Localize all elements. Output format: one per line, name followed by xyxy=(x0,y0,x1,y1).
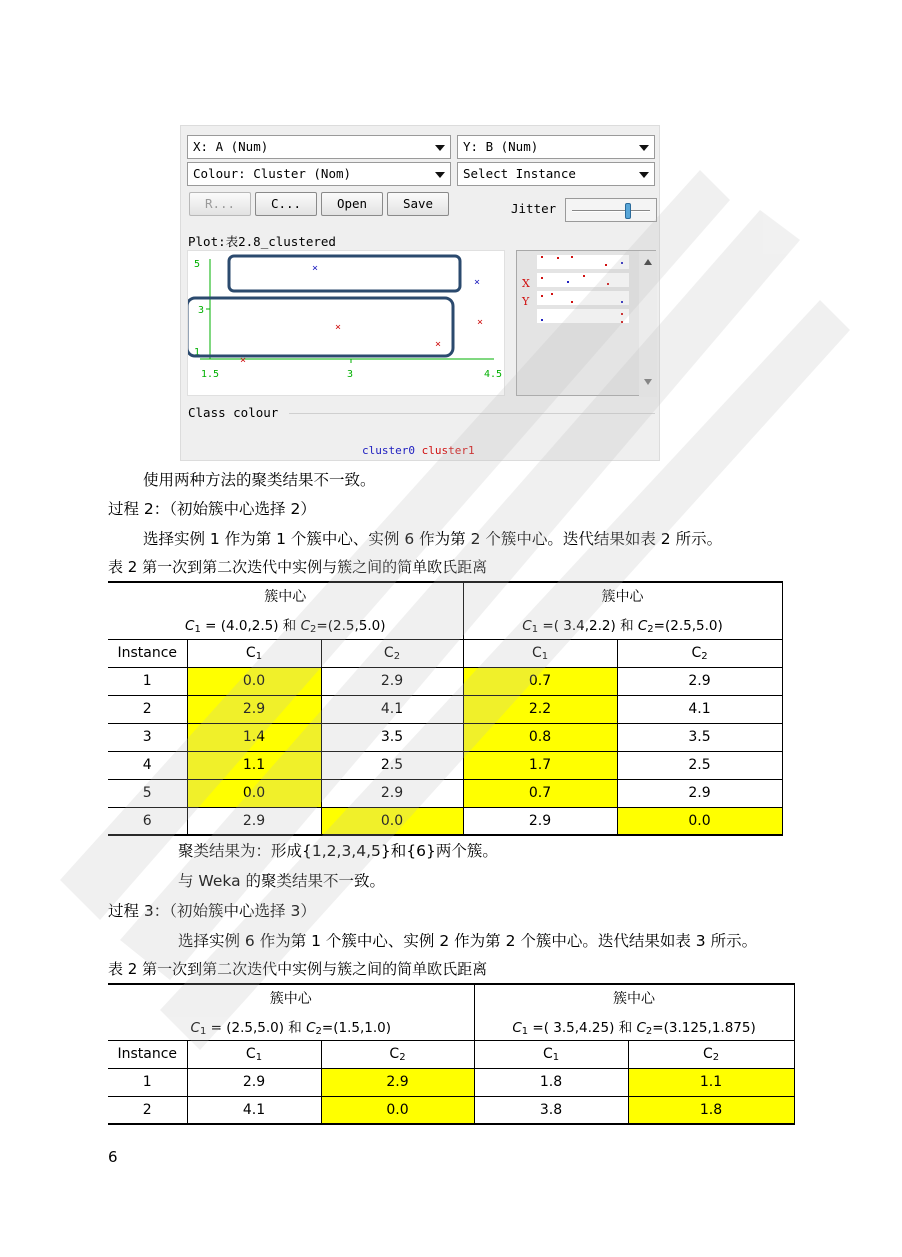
colour-select-value: Colour: Cluster (Nom) xyxy=(193,166,352,181)
paragraph: 选择实例 6 作为第 1 个簇中心、实例 2 作为第 2 个簇中心。迭代结果如表 3 所示。 xyxy=(178,932,758,950)
clear-button[interactable]: C... xyxy=(255,192,317,216)
table-row xyxy=(108,779,782,807)
distance-cell: 2.2 xyxy=(463,695,617,723)
distance-cell: 0.0 xyxy=(321,807,463,835)
distance-cell: 0.7 xyxy=(463,779,617,807)
cluster1-point[interactable]: × xyxy=(435,339,442,350)
c1-header: $C_1$ xyxy=(463,639,617,667)
attribute-dot xyxy=(583,275,585,277)
distance-cell: 2.5 xyxy=(321,751,463,779)
cluster-center-values: $C_1$ =( 3.5,4.25) 和 $C_2=(3.125,1.875)$ xyxy=(512,1019,756,1037)
cluster-center-label: 簇中心 xyxy=(613,990,656,1007)
cluster1-point[interactable]: × xyxy=(335,322,342,333)
chevron-down-icon xyxy=(435,172,445,178)
distance-cell: 4.1 xyxy=(617,695,782,723)
page-number: 6 xyxy=(108,1148,118,1166)
and-label: 和 xyxy=(282,618,297,635)
c1-header: $C_1$ xyxy=(187,1040,321,1068)
distance-cell: 0.0 xyxy=(321,1096,474,1124)
colour-select[interactable] xyxy=(187,162,451,186)
distance-table-2 xyxy=(108,983,795,1125)
cluster1-point[interactable]: × xyxy=(240,355,247,366)
distance-cell: 1.8 xyxy=(628,1096,794,1124)
table-row xyxy=(108,695,782,723)
distance-cell: 4.1 xyxy=(187,1096,321,1124)
c2-header: $C_2$ xyxy=(628,1040,794,1068)
distance-cell: 0.0 xyxy=(617,807,782,835)
paragraph: 聚类结果为：形成{1,2,3,4,5}和{6}两个簇。 xyxy=(178,842,498,860)
open-button[interactable]: Open xyxy=(321,192,383,216)
instance-cell: 5 xyxy=(108,779,187,807)
x-tick-label: 4.5 xyxy=(484,369,503,380)
cluster-center-header xyxy=(474,984,794,1040)
attribute-dot xyxy=(541,295,543,297)
c1-value: =( 3.5,4.25) xyxy=(532,1019,615,1036)
cluster-center-header xyxy=(108,984,474,1040)
cluster-center-header xyxy=(463,582,782,639)
select-instance-select[interactable] xyxy=(457,162,655,186)
reset-button[interactable]: R... xyxy=(189,192,251,216)
and-label: 和 xyxy=(618,1019,633,1036)
distance-cell: 3.5 xyxy=(617,723,782,751)
class-colour-divider xyxy=(289,413,655,414)
y-axis-select[interactable] xyxy=(457,135,655,159)
table-row xyxy=(108,751,782,779)
legend-y-label: Y xyxy=(522,295,530,308)
table-caption: 表 2 第一次到第二次迭代中实例与簇之间的简单欧氏距离 xyxy=(108,558,488,576)
c1-value: = (2.5,5.0) xyxy=(210,1019,284,1036)
instance-cell: 1 xyxy=(108,1068,187,1096)
c2-value: =(2.5,5.0) xyxy=(316,618,386,635)
slider-track xyxy=(572,210,650,212)
cluster-legend xyxy=(362,444,475,457)
y-axis-select-value: Y: B (Num) xyxy=(463,139,539,154)
and-label: 和 xyxy=(620,618,634,635)
distance-table-1 xyxy=(108,581,783,836)
table-row xyxy=(108,1096,794,1124)
plot-title: Plot:表2.8_clustered xyxy=(188,234,336,249)
save-button[interactable]: Save xyxy=(387,192,449,216)
distance-cell: 4.1 xyxy=(321,695,463,723)
instance-cell: 2 xyxy=(108,1096,187,1124)
scatter-plot[interactable] xyxy=(187,250,505,396)
attribute-dot xyxy=(621,262,623,264)
distance-cell: 0.0 xyxy=(187,779,321,807)
instance-cell: 6 xyxy=(108,807,187,835)
instance-header: Instance xyxy=(108,639,187,667)
cluster0-point[interactable]: × xyxy=(312,263,319,274)
c1-header: $C_1$ xyxy=(187,639,321,667)
attribute-dot xyxy=(621,301,623,303)
distance-cell: 2.9 xyxy=(617,667,782,695)
distance-cell: 1.4 xyxy=(187,723,321,751)
paragraph: 与 Weka 的聚类结果不一致。 xyxy=(178,872,386,890)
distance-cell: 2.9 xyxy=(321,779,463,807)
cluster0-label: cluster0 xyxy=(362,444,415,457)
section-heading: 过程 3：（初始簇中心选择 3） xyxy=(108,902,316,920)
attribute-dot xyxy=(567,281,569,283)
scrollbar[interactable] xyxy=(639,251,657,397)
table-row xyxy=(108,807,782,835)
scatter-plot-svg xyxy=(188,251,506,397)
distance-cell: 1.7 xyxy=(463,751,617,779)
attribute-bars-panel[interactable] xyxy=(516,250,656,396)
distance-cell: 1.8 xyxy=(474,1068,628,1096)
x-tick-label: 1.5 xyxy=(201,369,220,380)
attribute-dot xyxy=(551,293,553,295)
distance-cell: 2.9 xyxy=(463,807,617,835)
instance-cell: 2 xyxy=(108,695,187,723)
cluster-center-label: 簇中心 xyxy=(264,589,307,606)
c1-header: $C_1$ xyxy=(474,1040,628,1068)
distance-cell: 2.9 xyxy=(617,779,782,807)
attribute-dot xyxy=(541,319,543,321)
attribute-dot xyxy=(571,256,573,258)
distance-cell: 2.9 xyxy=(187,1068,321,1096)
distance-cell: 1.1 xyxy=(187,751,321,779)
cluster1-label: cluster1 xyxy=(421,444,475,457)
cluster1-point[interactable]: × xyxy=(477,317,484,328)
cluster-center-values: $C_1$ =( 3.4,2.2) 和 $C_2=(2.5,5.0)$ xyxy=(522,618,723,636)
c2-header: $C_2$ xyxy=(321,639,463,667)
cluster-center-label: 簇中心 xyxy=(601,589,644,606)
c2-value: =(1.5,1.0) xyxy=(321,1019,391,1036)
instance-cell: 1 xyxy=(108,667,187,695)
attribute-bars-svg xyxy=(517,251,657,397)
chevron-down-icon xyxy=(435,145,445,151)
jitter-label: Jitter xyxy=(511,201,557,216)
y-tick-label: 5 xyxy=(194,259,201,270)
attribute-bar[interactable] xyxy=(537,309,629,323)
cluster0-point[interactable]: × xyxy=(474,277,481,288)
distance-cell: 2.9 xyxy=(187,695,321,723)
x-axis-select-value: X: A (Num) xyxy=(193,139,269,154)
table-row xyxy=(108,723,782,751)
highlight-box-cluster0 xyxy=(229,256,460,291)
cluster-center-header xyxy=(108,582,463,639)
c2-value: =(2.5,5.0) xyxy=(653,618,723,635)
legend-x-label: X xyxy=(522,277,530,290)
table-caption: 表 2 第一次到第二次迭代中实例与簇之间的简单欧氏距离 xyxy=(108,960,488,978)
y-tick-label: 3 xyxy=(198,305,205,316)
distance-cell: 2.9 xyxy=(187,807,321,835)
cluster-center-values: $C_1 = (4.0,2.5)$ 和 $C_2=(2.5,5.0)$ xyxy=(185,618,386,636)
distance-cell: 3.5 xyxy=(321,723,463,751)
c1-value: =( 3.4,2.2) xyxy=(542,618,616,635)
distance-cell: 0.7 xyxy=(463,667,617,695)
table-row xyxy=(108,1068,794,1096)
attribute-dot xyxy=(541,256,543,258)
attribute-bar[interactable] xyxy=(537,291,629,305)
weka-visualize-panel xyxy=(180,125,660,461)
instance-cell: 3 xyxy=(108,723,187,751)
slider-thumb[interactable] xyxy=(625,203,631,219)
distance-cell: 0.8 xyxy=(463,723,617,751)
c2-header: $C_2$ xyxy=(321,1040,474,1068)
distance-cell: 2.5 xyxy=(617,751,782,779)
section-heading: 过程 2：（初始簇中心选择 2） xyxy=(108,500,316,518)
attribute-bar[interactable] xyxy=(537,255,629,269)
cluster-center-values: $C_1 = (2.5,5.0)$ 和 $C_2=(1.5,1.0)$ xyxy=(190,1019,391,1037)
cluster-center-label: 簇中心 xyxy=(269,990,312,1007)
distance-cell: 2.9 xyxy=(321,1068,474,1096)
x-axis-select[interactable] xyxy=(187,135,451,159)
table-row xyxy=(108,667,782,695)
attribute-dot xyxy=(541,277,543,279)
c1-value: = (4.0,2.5) xyxy=(205,618,279,635)
attribute-dot xyxy=(571,301,573,303)
select-instance-value: Select Instance xyxy=(463,166,576,181)
distance-cell: 3.8 xyxy=(474,1096,628,1124)
attribute-dot xyxy=(607,283,609,285)
highlight-box-cluster1 xyxy=(188,298,453,356)
jitter-slider[interactable] xyxy=(565,198,657,222)
instance-header: Instance xyxy=(108,1040,187,1068)
y-tick-label: 1 xyxy=(194,347,201,358)
attribute-dot xyxy=(621,321,623,323)
instance-cell: 4 xyxy=(108,751,187,779)
c2-value: =(3.125,1.875) xyxy=(652,1019,756,1036)
paragraph: 使用两种方法的聚类结果不一致。 xyxy=(143,471,376,489)
distance-cell: 0.0 xyxy=(187,667,321,695)
class-colour-label: Class colour xyxy=(188,405,279,420)
distance-cell: 1.1 xyxy=(628,1068,794,1096)
chevron-down-icon xyxy=(639,172,649,178)
distance-cell: 2.9 xyxy=(321,667,463,695)
chevron-down-icon xyxy=(639,145,649,151)
c2-header: $C_2$ xyxy=(617,639,782,667)
attribute-dot xyxy=(557,257,559,259)
paragraph: 选择实例 1 作为第 1 个簇中心、实例 6 作为第 2 个簇中心。迭代结果如表 2 所示。 xyxy=(143,530,723,548)
and-label: 和 xyxy=(288,1019,302,1036)
attribute-dot xyxy=(621,313,623,315)
attribute-dot xyxy=(605,264,607,266)
x-tick-label: 3 xyxy=(347,369,354,380)
